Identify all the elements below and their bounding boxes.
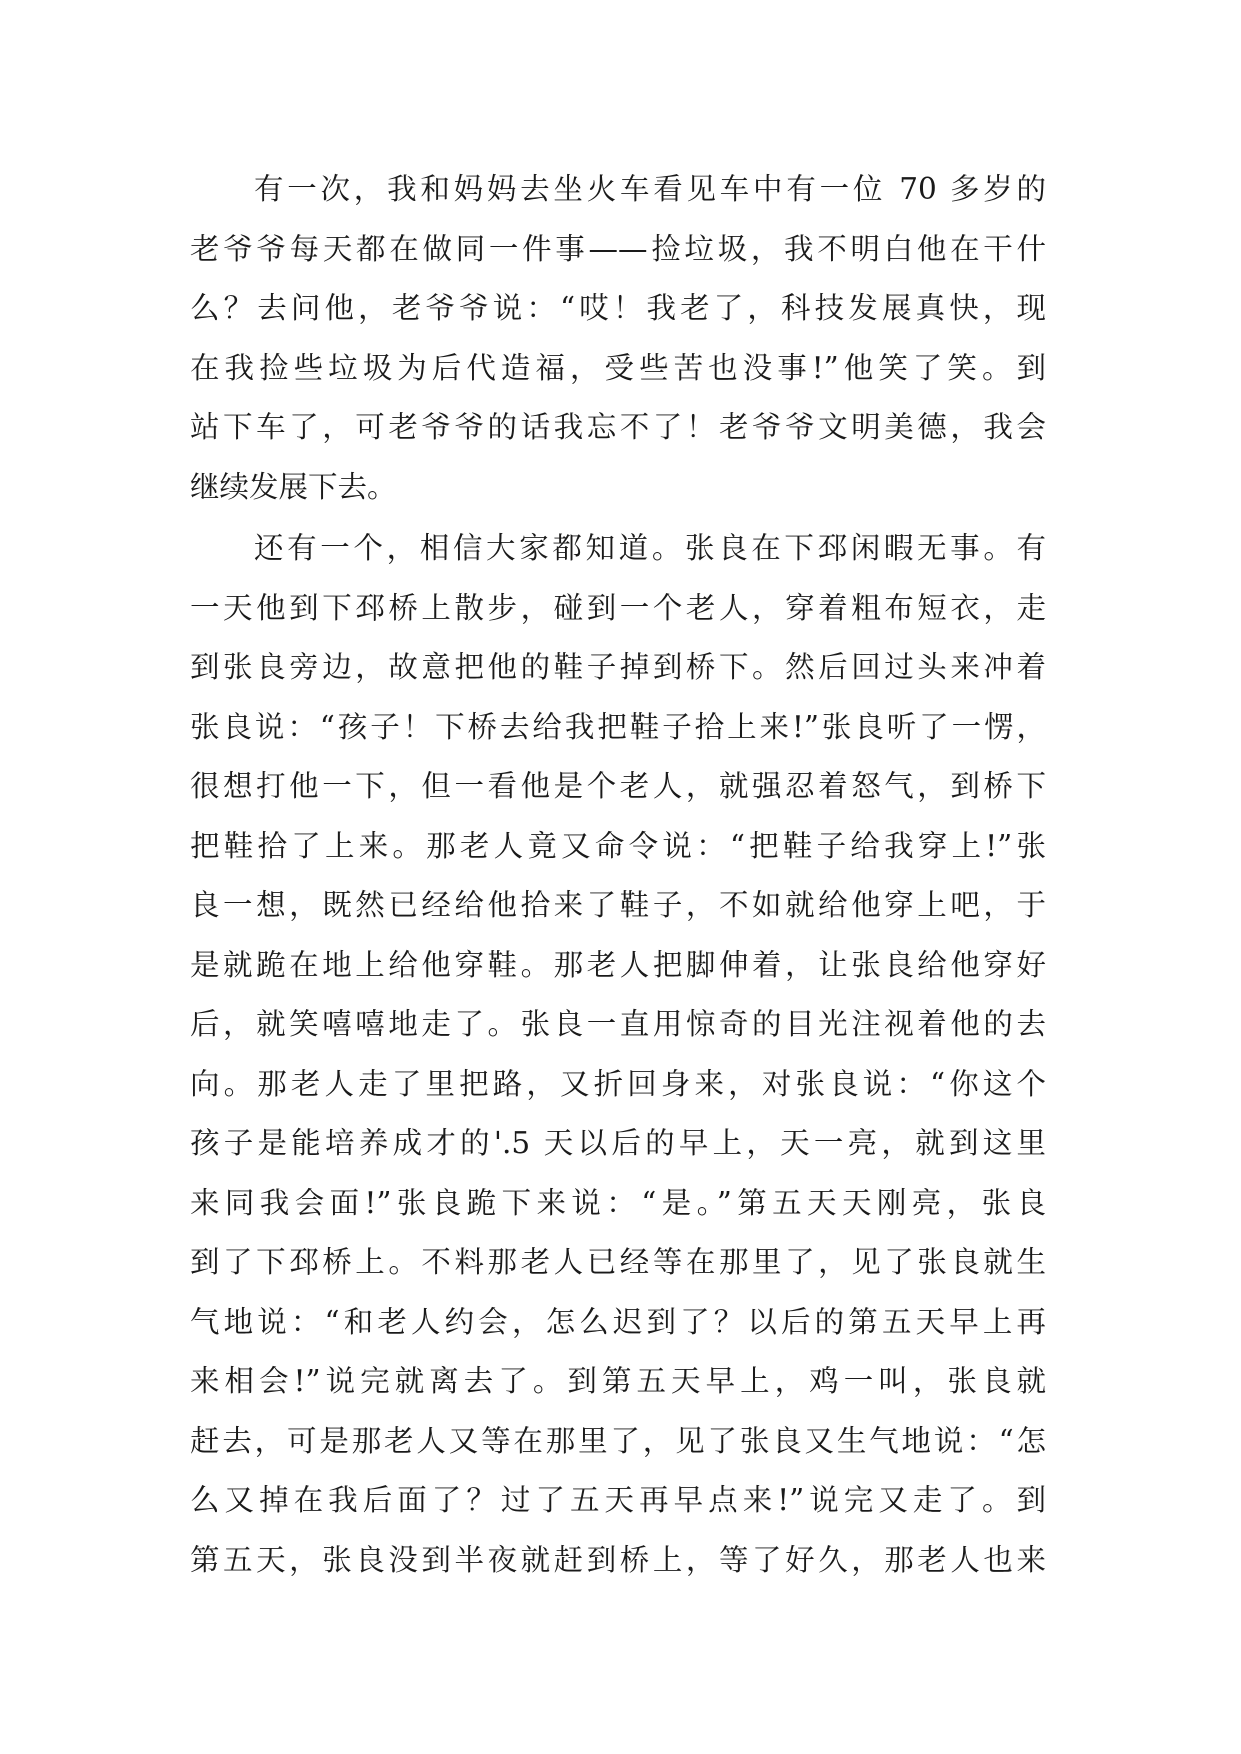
text-line: 孩子是能培养成才的'.5 天以后的早上，天一亮，就到这里 <box>190 1126 1046 1160</box>
text-line: 向。那老人走了里把路，又折回身来，对张良说：“你这个 <box>190 1066 1046 1101</box>
text-line: 来相会!”说完就离去了。到第五天早上，鸡一叫，张良就 <box>190 1364 1046 1398</box>
text-line: 很想打他一下，但一看他是个老人，就强忍着怒气，到桥下 <box>190 769 1046 803</box>
text-line: 到张良旁边，故意把他的鞋子掉到桥下。然后回过头来冲着 <box>190 650 1046 684</box>
text-line: 气地说：“和老人约会，怎么迟到了？以后的第五天早上再 <box>190 1304 1046 1339</box>
text-line: 良一想，既然已经给他拾来了鞋子，不如就给他穿上吧，于 <box>190 888 1046 922</box>
text-line: 么又掉在我后面了？过了五天再早点来!”说完又走了。到 <box>190 1483 1046 1517</box>
paragraph-2 <box>190 519 1046 1590</box>
text-line: 老爷爷每天都在做同一件事——捡垃圾，我不明白他在干什 <box>190 231 1046 266</box>
text-line: 到了下邳桥上。不料那老人已经等在那里了，见了张良就生 <box>190 1245 1046 1279</box>
text-line: 还有一个，相信大家都知道。张良在下邳闲暇无事。有 <box>254 531 1046 565</box>
text-line: 在我捡些垃圾为后代造福，受些苦也没事!”他笑了笑。到 <box>190 350 1046 385</box>
text-line: 一天他到下邳桥上散步，碰到一个老人，穿着粗布短衣，走 <box>190 590 1046 625</box>
text-line: 后，就笑嘻嘻地走了。张良一直用惊奇的目光注视着他的去 <box>190 1007 1046 1041</box>
text-line: 是就跪在地上给他穿鞋。那老人把脚伸着，让张良给他穿好 <box>190 947 1046 982</box>
text-line: 站下车了，可老爷爷的话我忘不了！老爷爷文明美德，我会 <box>190 410 1046 444</box>
paragraph-1 <box>190 160 1046 517</box>
text-line: 把鞋拾了上来。那老人竟又命令说：“把鞋子给我穿上!”张 <box>190 828 1046 863</box>
document-body <box>190 160 1046 1590</box>
text-line: 张良说：“孩子！下桥去给我把鞋子拾上来!”张良听了一愣， <box>190 709 1046 744</box>
text-line: 来同我会面!”张良跪下来说：“是。”第五天天刚亮，张良 <box>190 1185 1046 1220</box>
text-line: 赶去，可是那老人又等在那里了，见了张良又生气地说：“怎 <box>190 1423 1046 1458</box>
text-line: 继续发展下去。 <box>190 469 397 504</box>
text-line: 么？去问他，老爷爷说：“哎！我老了，科技发展真快，现 <box>190 291 1046 325</box>
text-line: 第五天，张良没到半夜就赶到桥上，等了好久，那老人也来 <box>190 1542 1046 1577</box>
text-line: 有一次，我和妈妈去坐火车看见车中有一位 70 多岁的 <box>254 172 1046 206</box>
